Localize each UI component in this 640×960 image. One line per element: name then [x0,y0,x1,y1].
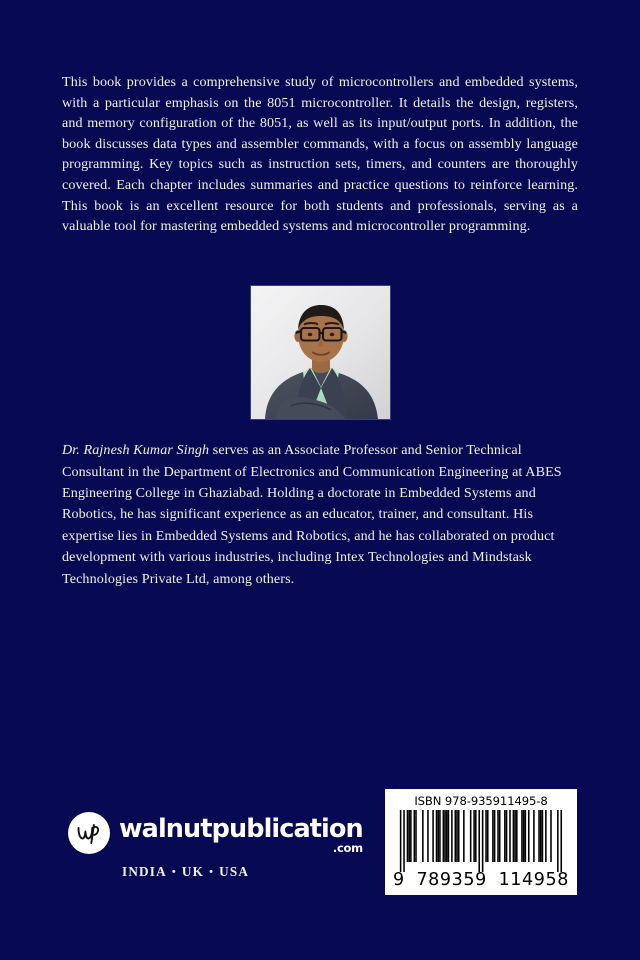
publisher-logo-row [68,812,363,855]
country-separator-2: • [209,866,215,878]
publisher-domain-suffix: .com [332,840,363,855]
author-bio [62,440,578,590]
barcode-digit-left: 9 [393,870,405,890]
publisher-name-text: walnutpublication [119,813,363,844]
isbn-barcode-block [385,789,577,895]
wp-monogram-glyph [72,816,106,850]
book-description: This book provides a comprehensive study of microcontrollers and embedded systems, with a particular emphasis on the 8051 microcontroller. It details the design, registers, and memory configuration of the 8051, as well as its input/output ports. In addition, the book discusses data types and assembler commands, with a focus on assembly language programming. Key topics such as instruction sets, timers, and counters are thoroughly covered. Each chapter includes summaries and practice questions to reinforce learning. This book is an excellent resource for both students and professionals, serving as a valuable tool for mastering embedded systems and microcontroller programming. [62,74,578,235]
barcode-digit-group-1: 789359 [416,870,487,890]
country-separator-1: • [171,866,177,878]
barcode-digits [393,871,569,890]
publisher-wordmark [119,813,363,855]
author-portrait-image [251,286,390,419]
author-bio-text: serves as an Associate Professor and Senior Technical Consultant in the Department of Electronics and Communication Engineering at ABES Engineering College in Ghaziabad. Holding a doctorate in Embedded Systems and Robotics, he has significant experience as an educator, trainer, and consultant. His expertise lies in Embedded Systems and Robotics, and he has collaborated on product development with various industries, including Intex Technologies and Mindstask Technologies Private Ltd, among others. [62,442,562,587]
walnut-publication-monogram-icon [68,812,110,854]
publisher-countries [68,864,330,880]
author-name: Dr. Rajnesh Kumar Singh [62,442,210,459]
isbn-label: ISBN 978-935911495-8 [414,794,548,808]
barcode-digit-group-2: 114958 [498,870,569,890]
barcode-bars-icon [393,810,569,872]
country-usa: USA [219,864,250,879]
publisher-logo-block [68,812,363,890]
author-photo [251,286,390,419]
country-uk: UK [181,864,205,879]
country-india: INDIA [122,864,167,879]
